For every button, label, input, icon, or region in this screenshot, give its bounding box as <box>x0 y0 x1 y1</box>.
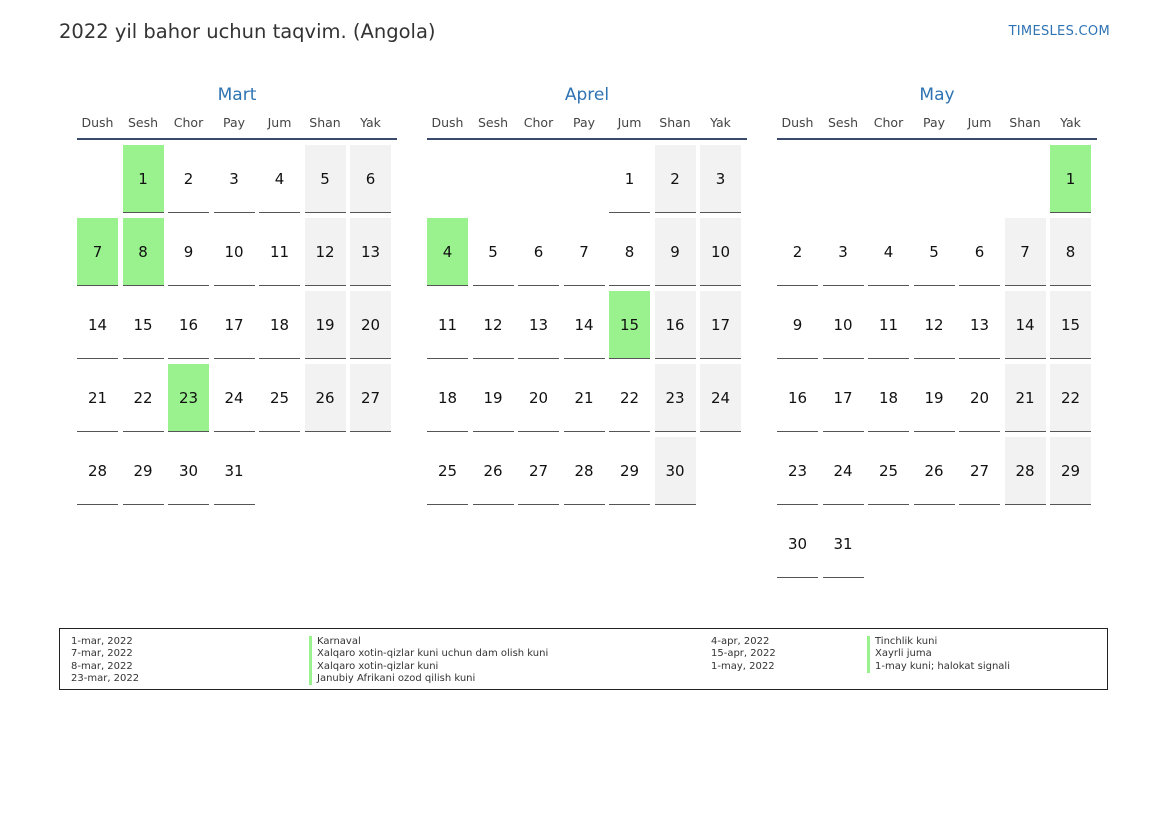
day-cell: 15 <box>1050 291 1091 359</box>
weekday-label: Sesh <box>827 115 859 130</box>
empty-cell <box>914 145 955 213</box>
day-cell: 16 <box>168 291 209 359</box>
week-row <box>777 291 1097 364</box>
week-row <box>77 437 397 510</box>
empty-cell <box>868 510 909 578</box>
week-row <box>777 218 1097 291</box>
day-cell: 3 <box>214 145 255 213</box>
day-cell: 13 <box>350 218 391 286</box>
weekday-header <box>427 114 747 140</box>
holiday-day-cell: 4 <box>427 218 468 286</box>
legend-holiday-name: Xalqaro xotin-qizlar kuni <box>309 661 548 673</box>
day-cell: 18 <box>868 364 909 432</box>
day-cell: 6 <box>518 218 559 286</box>
day-cell: 19 <box>305 291 346 359</box>
legend-date: 15-apr, 2022 <box>711 648 776 660</box>
day-cell: 11 <box>868 291 909 359</box>
empty-cell <box>77 145 118 213</box>
day-cell: 19 <box>914 364 955 432</box>
empty-cell <box>518 145 559 213</box>
day-cell: 10 <box>823 291 864 359</box>
day-cell: 12 <box>305 218 346 286</box>
day-cell: 7 <box>1005 218 1046 286</box>
day-cell: 13 <box>518 291 559 359</box>
weekday-label: Jum <box>967 115 992 130</box>
legend-holiday-name: Xayrli juma <box>867 648 1010 660</box>
empty-cell <box>473 145 514 213</box>
empty-cell <box>1005 510 1046 578</box>
weekday-label: Pay <box>922 115 946 130</box>
day-cell: 30 <box>777 510 818 578</box>
day-cell: 26 <box>305 364 346 432</box>
month-title: Mart <box>217 85 257 105</box>
day-cell: 26 <box>914 437 955 505</box>
empty-cell <box>427 145 468 213</box>
weekday-label: Shan <box>309 115 341 130</box>
day-cell: 9 <box>777 291 818 359</box>
month-may <box>777 83 1097 583</box>
day-cell: 23 <box>777 437 818 505</box>
day-cell: 31 <box>823 510 864 578</box>
day-cell: 25 <box>259 364 300 432</box>
site-link[interactable]: TIMESLES.COM <box>1008 24 1110 39</box>
weekday-label: Jum <box>267 115 292 130</box>
day-cell: 7 <box>564 218 605 286</box>
legend-right-dates <box>711 636 776 673</box>
month-mart <box>77 83 397 510</box>
day-cell: 4 <box>259 145 300 213</box>
day-cell: 30 <box>168 437 209 505</box>
day-cell: 6 <box>350 145 391 213</box>
legend-date: 4-apr, 2022 <box>711 636 770 647</box>
week-row <box>777 145 1097 218</box>
day-cell: 28 <box>77 437 118 505</box>
week-row <box>427 218 747 291</box>
day-cell: 17 <box>823 364 864 432</box>
holiday-day-cell: 23 <box>168 364 209 432</box>
day-cell: 23 <box>655 364 696 432</box>
day-cell: 26 <box>473 437 514 505</box>
legend-date: 23-mar, 2022 <box>71 672 140 684</box>
weekday-header <box>77 114 397 140</box>
weekday-label: Pay <box>572 115 596 130</box>
empty-cell <box>1005 145 1046 213</box>
legend-date: 7-mar, 2022 <box>71 648 133 660</box>
day-cell: 9 <box>168 218 209 286</box>
day-cell: 18 <box>259 291 300 359</box>
day-cell: 3 <box>700 145 741 213</box>
day-cell: 21 <box>564 364 605 432</box>
day-cell: 16 <box>777 364 818 432</box>
empty-cell <box>564 145 605 213</box>
day-cell: 12 <box>473 291 514 359</box>
empty-cell <box>959 145 1000 213</box>
month-aprel <box>427 83 747 510</box>
legend-holiday-name: 1-may kuni; halokat signali <box>867 661 1010 673</box>
weekday-label: Jum <box>617 115 642 130</box>
day-cell: 22 <box>1050 364 1091 432</box>
week-row <box>77 218 397 291</box>
legend-right-names <box>867 636 1010 673</box>
legend-left-names <box>309 636 548 685</box>
day-cell: 14 <box>77 291 118 359</box>
weekday-label: Chor <box>173 115 204 130</box>
month-title: May <box>919 85 955 105</box>
weekday-label: Yak <box>710 115 731 130</box>
day-cell: 31 <box>214 437 255 505</box>
legend-holiday-name: Tinchlik kuni <box>867 636 1010 648</box>
day-cell: 20 <box>350 291 391 359</box>
page-title: 2022 yil bahor uchun taqvim. (Angola) <box>59 20 436 43</box>
day-cell: 24 <box>823 437 864 505</box>
empty-cell <box>868 145 909 213</box>
week-row <box>777 437 1097 510</box>
weekday-header <box>777 114 1097 140</box>
day-cell: 9 <box>655 218 696 286</box>
week-row <box>427 145 747 218</box>
day-cell: 1 <box>609 145 650 213</box>
weekday-label: Sesh <box>477 115 509 130</box>
day-cell: 29 <box>123 437 164 505</box>
day-cell: 2 <box>777 218 818 286</box>
week-row <box>77 364 397 437</box>
day-cell: 8 <box>609 218 650 286</box>
day-grid <box>77 145 397 510</box>
day-cell: 17 <box>214 291 255 359</box>
day-cell: 21 <box>77 364 118 432</box>
day-cell: 5 <box>914 218 955 286</box>
legend-date: 1-may, 2022 <box>711 660 775 672</box>
day-cell: 10 <box>700 218 741 286</box>
weekday-label: Dush <box>431 115 464 130</box>
day-cell: 27 <box>518 437 559 505</box>
empty-cell <box>959 510 1000 578</box>
holiday-day-cell: 1 <box>123 145 164 213</box>
week-row <box>777 364 1097 437</box>
holiday-legend <box>59 628 1108 690</box>
empty-cell <box>823 145 864 213</box>
day-cell: 28 <box>564 437 605 505</box>
day-cell: 17 <box>700 291 741 359</box>
day-cell: 5 <box>473 218 514 286</box>
holiday-day-cell: 15 <box>609 291 650 359</box>
weekday-label: Shan <box>1009 115 1041 130</box>
day-cell: 21 <box>1005 364 1046 432</box>
day-cell: 6 <box>959 218 1000 286</box>
empty-cell <box>350 437 391 505</box>
day-cell: 2 <box>168 145 209 213</box>
legend-date: 1-mar, 2022 <box>71 636 133 647</box>
day-cell: 14 <box>564 291 605 359</box>
day-cell: 19 <box>473 364 514 432</box>
legend-holiday-name: Xalqaro xotin-qizlar kuni uchun dam olish kuni <box>309 648 548 660</box>
weekday-label: Chor <box>873 115 904 130</box>
day-cell: 15 <box>123 291 164 359</box>
day-cell: 2 <box>655 145 696 213</box>
week-row <box>427 437 747 510</box>
day-cell: 24 <box>214 364 255 432</box>
weekday-label: Chor <box>523 115 554 130</box>
day-cell: 25 <box>868 437 909 505</box>
week-row <box>427 364 747 437</box>
day-cell: 24 <box>700 364 741 432</box>
legend-left-dates <box>71 636 139 685</box>
week-row <box>427 291 747 364</box>
legend-date: 8-mar, 2022 <box>71 660 133 672</box>
day-cell: 30 <box>655 437 696 505</box>
day-cell: 20 <box>959 364 1000 432</box>
week-row <box>777 510 1097 583</box>
empty-cell <box>259 437 300 505</box>
day-cell: 8 <box>1050 218 1091 286</box>
empty-cell <box>700 437 741 505</box>
day-cell: 10 <box>214 218 255 286</box>
day-cell: 28 <box>1005 437 1046 505</box>
day-grid <box>427 145 747 510</box>
day-cell: 3 <box>823 218 864 286</box>
day-cell: 11 <box>427 291 468 359</box>
week-row <box>77 145 397 218</box>
day-cell: 5 <box>305 145 346 213</box>
holiday-day-cell: 7 <box>77 218 118 286</box>
day-cell: 22 <box>609 364 650 432</box>
day-cell: 13 <box>959 291 1000 359</box>
day-cell: 12 <box>914 291 955 359</box>
day-cell: 27 <box>350 364 391 432</box>
day-cell: 18 <box>427 364 468 432</box>
day-cell: 29 <box>1050 437 1091 505</box>
weekday-label: Dush <box>781 115 814 130</box>
day-cell: 11 <box>259 218 300 286</box>
day-cell: 25 <box>427 437 468 505</box>
weekday-label: Shan <box>659 115 691 130</box>
empty-cell <box>305 437 346 505</box>
legend-holiday-name: Karnaval <box>309 636 548 648</box>
empty-cell <box>777 145 818 213</box>
weekday-label: Yak <box>360 115 381 130</box>
day-cell: 20 <box>518 364 559 432</box>
holiday-day-cell: 1 <box>1050 145 1091 213</box>
month-title: Aprel <box>564 85 610 105</box>
legend-holiday-name: Janubiy Afrikani ozod qilish kuni <box>309 673 548 685</box>
day-cell: 4 <box>868 218 909 286</box>
day-cell: 14 <box>1005 291 1046 359</box>
day-cell: 27 <box>959 437 1000 505</box>
day-cell: 22 <box>123 364 164 432</box>
empty-cell <box>1050 510 1091 578</box>
week-row <box>77 291 397 364</box>
weekday-label: Dush <box>81 115 114 130</box>
weekday-label: Sesh <box>127 115 159 130</box>
empty-cell <box>914 510 955 578</box>
day-cell: 16 <box>655 291 696 359</box>
weekday-label: Pay <box>222 115 246 130</box>
holiday-day-cell: 8 <box>123 218 164 286</box>
weekday-label: Yak <box>1060 115 1081 130</box>
day-cell: 29 <box>609 437 650 505</box>
day-grid <box>777 145 1097 583</box>
